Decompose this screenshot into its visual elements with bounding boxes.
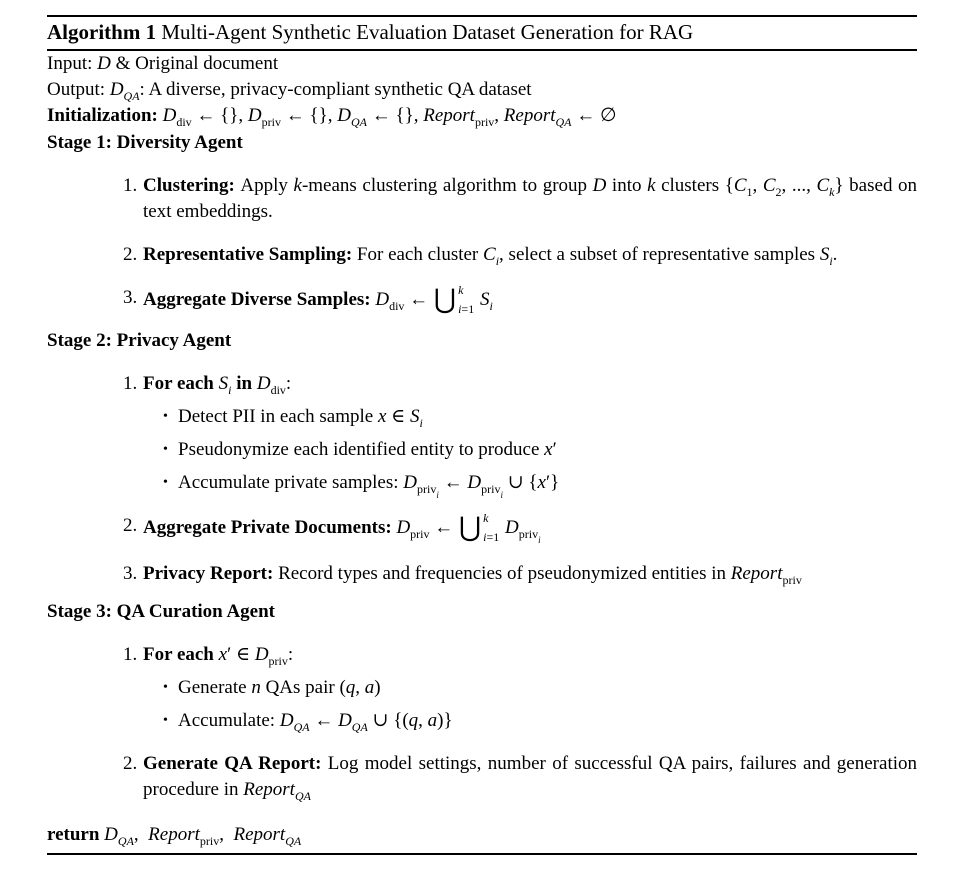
algorithm-body — [47, 51, 917, 848]
subscript: div — [176, 114, 192, 129]
text-segment: Detect PII in each sample — [178, 406, 378, 427]
text-segment: n — [251, 677, 261, 698]
stage3-step-generate-qa-report — [47, 751, 917, 803]
text-segment: $D_{priv_i}$ — [467, 472, 503, 501]
subscript: div — [389, 298, 405, 313]
text-segment: For each cluster — [356, 244, 484, 265]
text-segment: $S_i$ — [479, 288, 493, 313]
text-segment: Report$_{priv}$ — [730, 563, 802, 587]
text-segment: -means clustering algorithm to group — [301, 175, 593, 196]
stage2-bullet-accumulate — [47, 470, 917, 501]
step-content — [143, 561, 917, 587]
item-number: 1. — [123, 175, 138, 196]
subscript: QA — [350, 114, 367, 129]
bottom-rule — [47, 853, 917, 855]
operator-limits — [458, 284, 474, 315]
subscript: privi — [481, 481, 503, 501]
text-segment: $C_k$ — [816, 175, 835, 199]
subscript: priv — [199, 833, 220, 848]
text-segment: x — [218, 644, 228, 665]
algorithm-figure — [47, 15, 917, 855]
step-content — [143, 642, 917, 668]
subscript: QA — [117, 833, 134, 848]
text-segment: =1 — [486, 530, 500, 544]
text-segment: D — [592, 175, 607, 196]
lower-limit — [483, 531, 499, 543]
subscript: i — [228, 382, 232, 397]
text-segment: Initialization: — [47, 105, 163, 126]
text-segment: , ..., — [781, 175, 817, 196]
bullet-icon: • — [163, 442, 168, 457]
text-segment: x — [377, 406, 387, 427]
text-segment: $S_i$ — [819, 244, 833, 268]
stage3-bullet-generate-qas — [47, 675, 917, 701]
stage3-step-foreach — [47, 642, 917, 668]
item-number: 2. — [123, 515, 138, 536]
output-line — [47, 77, 917, 103]
text-segment: $D_{priv}$ — [247, 105, 281, 129]
text-segment: ∪ {( — [367, 710, 409, 731]
upper-limit — [458, 284, 474, 296]
subscript: priv — [474, 114, 495, 129]
text-segment: Accumulate private samples: — [178, 472, 404, 493]
text-segment: q — [408, 710, 419, 731]
item-number: 2. — [123, 753, 138, 774]
upper-limit — [483, 512, 499, 524]
subscript: i — [495, 253, 500, 268]
item-number: 3. — [123, 563, 138, 584]
text-segment: Aggregate Diverse Samples: — [143, 288, 376, 310]
text-segment: , select a subset of representative samples — [499, 244, 820, 265]
text-segment: Report$_{QA}$ — [503, 105, 572, 129]
text-segment: $D_{QA}$ — [109, 79, 140, 103]
text-segment: $D_{priv}$ — [254, 644, 288, 668]
text-segment: ← {}, — [366, 105, 424, 126]
text-segment: ← — [309, 710, 339, 731]
text-segment: Record types and frequencies of pseudonymized entities in — [278, 563, 731, 584]
subscript: priv — [782, 572, 802, 587]
text-segment: : — [287, 644, 294, 665]
text-segment: ∪ { — [502, 472, 538, 493]
big-union-operator — [434, 284, 474, 315]
text-segment: a — [364, 677, 375, 698]
bullet-icon: • — [163, 713, 168, 728]
text-segment: Clustering: — [143, 175, 241, 196]
text-segment: For each — [143, 644, 219, 665]
input-line — [47, 51, 917, 77]
text-segment: k — [483, 511, 489, 525]
text-segment: $S_i$ — [218, 373, 232, 397]
text-segment: =1 — [461, 302, 475, 316]
text-segment: Report$_{QA}$ — [243, 779, 311, 803]
subscript: 1 — [746, 184, 753, 199]
step-content — [143, 173, 917, 225]
text-segment: $C_2$ — [762, 175, 782, 199]
step-content — [143, 285, 917, 316]
big-union-operator — [459, 512, 499, 543]
subscript: 2 — [775, 184, 782, 199]
text-segment: Aggregate Private Documents: — [143, 516, 397, 538]
step-content — [143, 242, 917, 268]
stage2-bullet-pseudonymize — [47, 437, 917, 463]
text-segment: , — [133, 824, 149, 845]
bullet-icon: • — [163, 409, 168, 424]
text-segment: Representative Sampling: — [143, 244, 357, 265]
return-line — [47, 822, 917, 848]
text-segment: , — [418, 710, 428, 731]
text-segment: )} — [437, 710, 453, 731]
text-segment: return — [47, 824, 105, 845]
sub-subscript: i — [500, 490, 503, 501]
subscript: QA — [293, 719, 310, 734]
subscript: privi — [417, 481, 439, 501]
item-number: 3. — [123, 287, 138, 308]
text-segment: Stage 1: Diversity Agent — [47, 132, 243, 153]
text-segment: $D_{QA}$ — [279, 710, 310, 734]
text-segment: a — [427, 710, 438, 731]
subscript: i — [419, 415, 423, 430]
text-segment: ) — [374, 677, 381, 698]
text-segment: : — [285, 373, 292, 394]
text-segment: i — [458, 302, 462, 316]
text-segment: Pseudonymize each identified entity to produce — [178, 439, 545, 460]
step-content — [178, 404, 917, 430]
text-segment: } based on text embeddings. — [143, 175, 918, 222]
text-segment: Accumulate: — [178, 710, 280, 731]
text-segment: $D_{div}$ — [162, 105, 192, 129]
subscript: priv — [268, 653, 288, 668]
operator-limits — [483, 512, 499, 543]
text-segment: Log model settings, number of successful QA pairs, failures and generation procedure in — [143, 753, 917, 800]
text-segment: ′} — [545, 472, 560, 493]
text-segment: q — [345, 677, 356, 698]
text-segment: $C_1$ — [733, 175, 753, 199]
stage-3-heading — [47, 599, 917, 625]
bullet-icon: • — [163, 680, 168, 695]
sub-subscript: i — [538, 535, 541, 546]
text-segment: , — [355, 677, 365, 698]
text-segment: ← {}, — [281, 105, 338, 126]
text-segment: k — [458, 283, 464, 297]
text-segment: D — [97, 53, 111, 74]
item-number: 1. — [123, 373, 138, 394]
text-segment: & Original document — [110, 53, 279, 74]
text-segment: $D_{div}$ — [375, 288, 405, 313]
text-segment: , — [494, 105, 504, 126]
item-number: 1. — [123, 644, 138, 665]
text-segment: ′ ∈ — [227, 644, 255, 665]
stage2-step-foreach — [47, 371, 917, 397]
step-content — [143, 751, 917, 803]
text-segment: x — [544, 439, 553, 460]
text-segment: ∈ — [386, 406, 410, 427]
subscript: QA — [285, 833, 302, 848]
item-number: 2. — [123, 244, 138, 265]
subscript: k — [829, 184, 835, 199]
text-segment: Generate QA Report: — [143, 753, 328, 774]
subscript: QA — [294, 788, 311, 803]
subscript: QA — [351, 719, 368, 734]
text-segment: in — [231, 373, 257, 394]
stage3-bullet-accumulate — [47, 708, 917, 734]
text-segment: Report$_{QA}$ — [233, 824, 302, 848]
subscript: priv — [261, 114, 281, 129]
text-segment: Stage 3: QA Curation Agent — [47, 601, 275, 622]
text-segment: ← — [404, 288, 433, 310]
text-segment: k — [293, 175, 302, 196]
text-segment: Privacy Report: — [143, 563, 279, 584]
initialization-line — [47, 103, 917, 129]
subscript: i — [829, 253, 833, 268]
stage1-step-aggregate-diverse-samples — [47, 285, 917, 316]
text-segment: Input: — [47, 53, 98, 74]
text-segment: ′ — [552, 439, 557, 460]
text-segment: $D_{QA}$ — [337, 105, 367, 129]
text-segment: ← ∅ — [571, 105, 617, 126]
text-segment: $D_{div}$ — [256, 373, 286, 397]
subscript: div — [270, 382, 286, 397]
algorithm-title — [47, 19, 917, 46]
text-segment: Output: — [47, 79, 110, 100]
step-content — [178, 675, 917, 701]
text-segment: , — [219, 824, 234, 845]
subscript: privi — [518, 526, 541, 546]
text-segment: $D_{QA}$ — [338, 710, 368, 734]
text-segment: Stage 2: Privacy Agent — [47, 330, 232, 351]
step-content — [178, 437, 917, 463]
subscript: priv — [410, 526, 430, 541]
stage2-bullet-detect-pii — [47, 404, 917, 430]
text-segment: k — [647, 175, 656, 196]
text-segment: ← — [438, 472, 468, 493]
union-icon: ⋃ — [459, 511, 482, 543]
text-segment: $D_{priv_i}$ — [403, 472, 439, 501]
lower-limit — [458, 303, 474, 315]
text-segment: $C_i$ — [483, 244, 500, 268]
text-segment: : A diverse, privacy-compliant synthetic QA dataset — [139, 79, 532, 100]
stage-2-heading — [47, 328, 917, 354]
stage2-step-privacy-report — [47, 561, 917, 587]
sub-subscript: i — [436, 490, 439, 501]
stage1-step-clustering — [47, 173, 917, 225]
union-icon: ⋃ — [433, 283, 457, 315]
text-segment: Report$_{priv}$ — [423, 105, 495, 129]
text-segment: For each — [143, 373, 219, 394]
step-content — [143, 513, 917, 544]
subscript: i — [489, 298, 493, 313]
stage2-step-aggregate-private-documents — [47, 513, 917, 544]
step-content — [178, 708, 917, 734]
text-segment: QAs pair ( — [260, 677, 346, 698]
subscript: QA — [555, 114, 572, 129]
top-rule — [47, 15, 917, 17]
text-segment: x — [537, 472, 546, 493]
text-segment: Report$_{priv}$ — [148, 824, 220, 848]
stage-1-heading — [47, 130, 917, 156]
text-segment: ← {}, — [191, 105, 248, 126]
text-segment: ← — [429, 516, 459, 538]
text-segment: $D_{priv_i}$ — [505, 516, 541, 546]
text-segment: Generate — [178, 677, 252, 698]
subscript: QA — [123, 88, 140, 103]
step-content — [143, 371, 917, 397]
step-content — [178, 470, 917, 501]
text-segment: , — [752, 175, 763, 196]
text-segment: Algorithm 1 — [47, 20, 162, 44]
text-segment: $S_i$ — [409, 406, 423, 430]
bullet-icon: • — [163, 475, 168, 490]
text-segment: Multi-Agent Synthetic Evaluation Dataset Generation for RAG — [161, 20, 694, 44]
text-segment: clusters { — [655, 175, 734, 196]
text-segment: into — [606, 175, 648, 196]
text-segment: . — [832, 244, 838, 265]
text-segment: i — [483, 530, 487, 544]
text-segment: $D_{priv}$ — [396, 516, 430, 541]
stage1-step-representative-sampling — [47, 242, 917, 268]
text-segment: $D_{QA}$ — [104, 824, 134, 848]
text-segment: Apply — [240, 175, 294, 196]
